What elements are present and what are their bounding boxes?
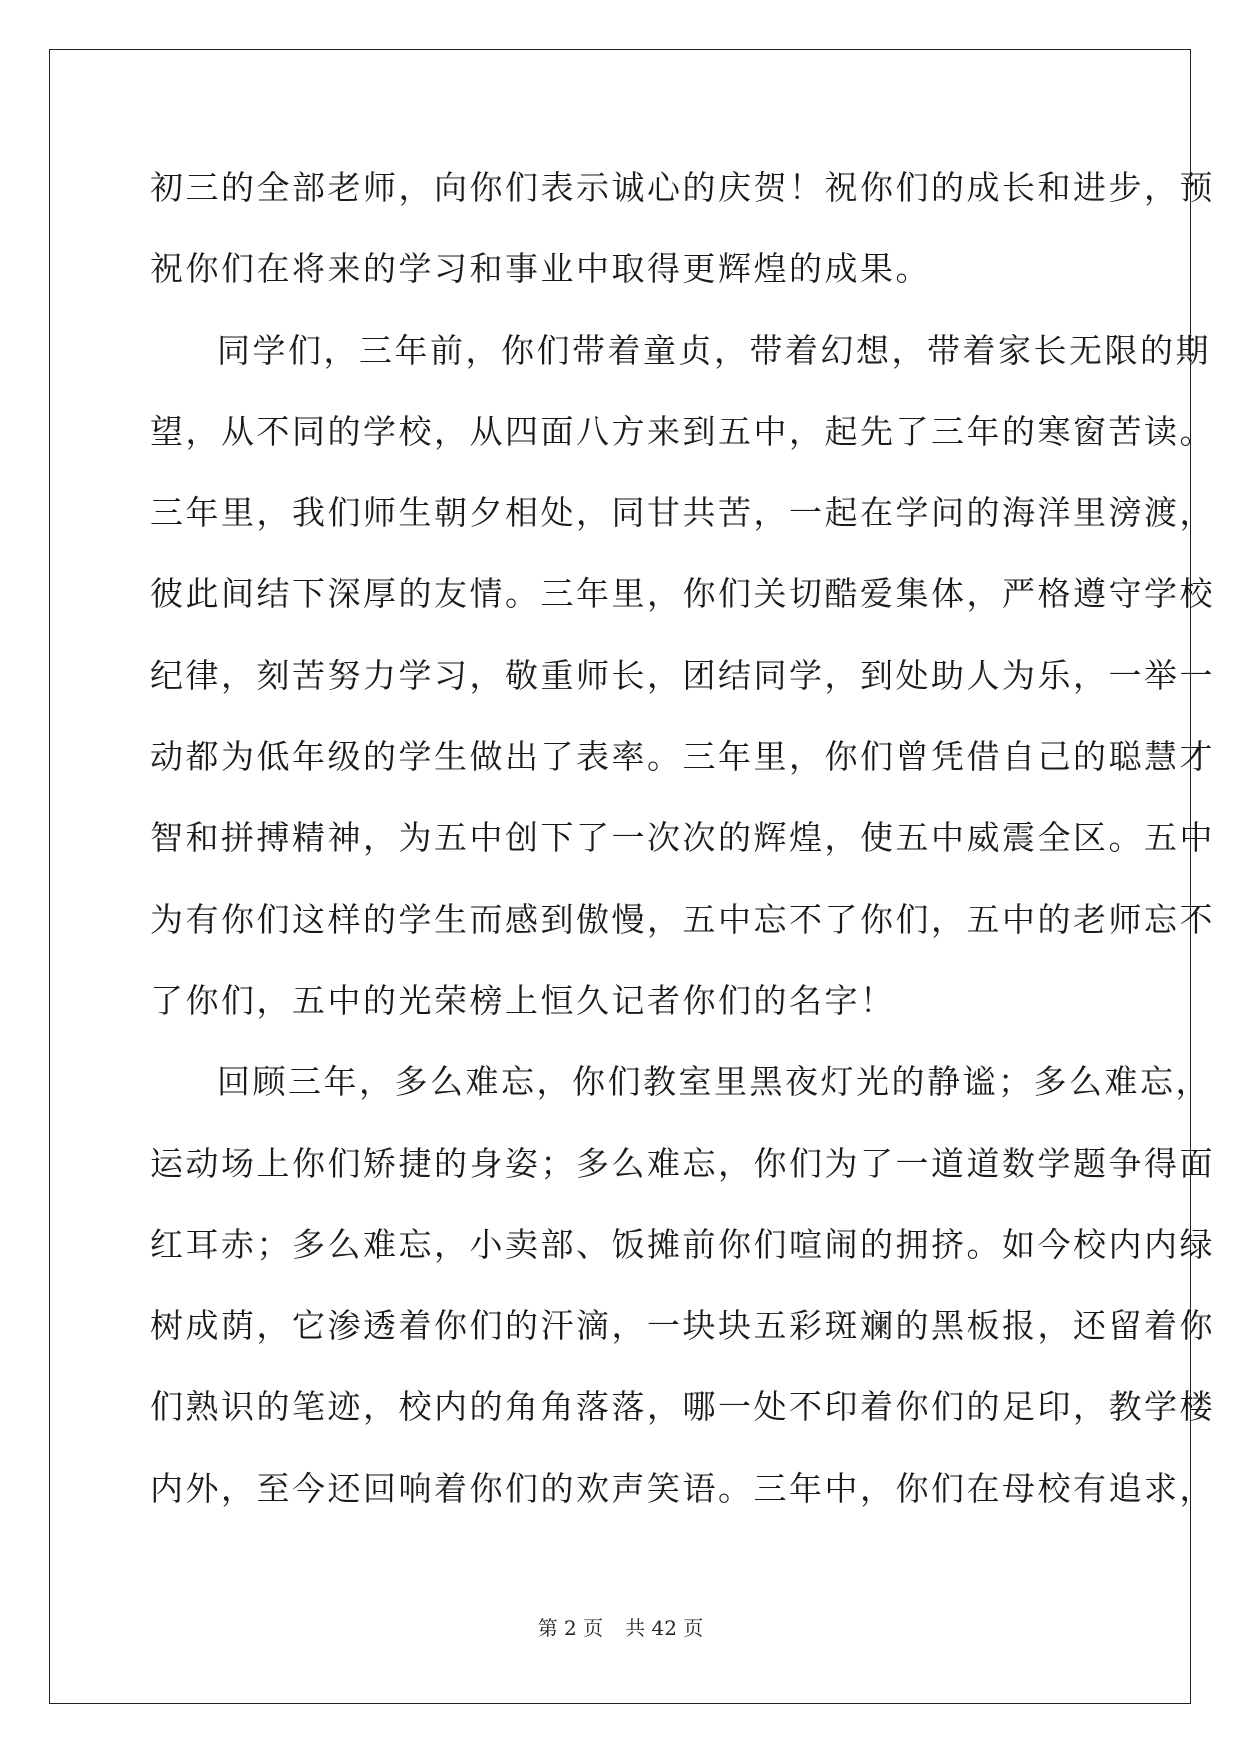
text-line: 为有你们这样的学生而感到傲慢，五中忘不了你们，五中的老师忘不 [150,899,1215,939]
text-line: 初三的全部老师，向你们表示诚心的庆贺！祝你们的成长和进步，预 [150,168,1215,207]
page-footer [0,1612,1241,1641]
text-line: 内外，至今还回响着你们的欢声笑语。三年中，你们在母校有追求， [150,1468,1215,1508]
text-line: 动都为低年级的学生做出了表率。三年里，你们曾凭借自己的聪慧才 [150,737,1215,777]
text-line: 同学们，三年前，你们带着童贞，带着幻想，带着家长无限的期 [217,330,1211,370]
text-line: 祝你们在将来的学习和事业中取得更辉煌的成果。 [150,249,931,289]
text-line: 三年里，我们师生朝夕相处，同甘共苦，一起在学问的海洋里滂渡， [150,493,1215,533]
text-line: 智和拼搏精神，为五中创下了一次次的辉煌，使五中威震全区。五中 [150,818,1215,858]
text-line: 望，从不同的学校，从四面八方来到五中，起先了三年的寒窗苦读。 [150,411,1215,451]
text-line: 们熟识的笔迹，校内的角角落落，哪一处不印着你们的足印，教学楼 [150,1387,1215,1427]
document-body [150,158,1215,1540]
text-line: 红耳赤；多么难忘，小卖部、饭摊前你们喧闹的拥挤。如今校内内绿 [150,1224,1215,1264]
page-number: 第 2 页 [537,1616,604,1640]
text-line: 运动场上你们矫捷的身姿；多么难忘，你们为了一道道数学题争得面 [150,1143,1215,1183]
text-line: 回顾三年，多么难忘，你们教室里黑夜灯光的静谧；多么难忘， [217,1062,1211,1102]
text-line: 了你们，五中的光荣榜上恒久记者你们的名字！ [150,980,896,1020]
text-line: 树成荫，它渗透着你们的汗滴，一块块五彩斑斓的黑板报，还留着你 [150,1306,1215,1346]
text-line: 纪律，刻苦努力学习，敬重师长，团结同学，到处助人为乐，一举一 [150,655,1215,695]
page-total: 共 42 页 [625,1616,704,1640]
text-line: 彼此间结下深厚的友情。三年里，你们关切酷爱集体，严格遵守学校 [150,574,1215,614]
